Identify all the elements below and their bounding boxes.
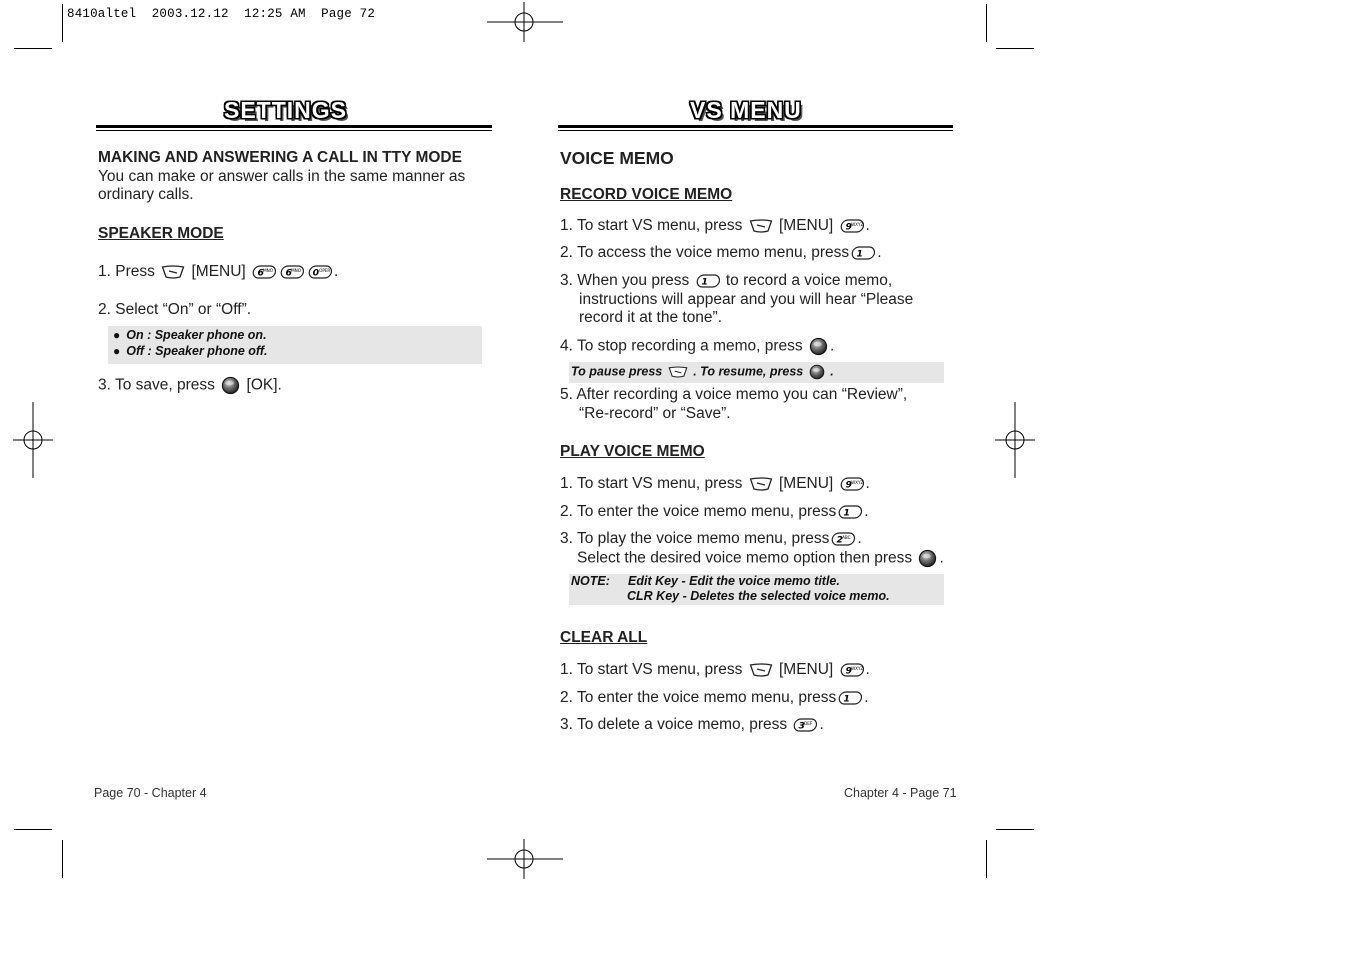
key-6-icon <box>252 264 276 280</box>
svg-text:9: 9 <box>845 665 852 677</box>
key-9-icon <box>840 662 864 678</box>
registration-mark-icon <box>995 402 1035 478</box>
note-text: . <box>830 364 834 379</box>
note-on-text: On : Speaker phone on. <box>126 328 267 342</box>
step-punct: . <box>864 689 869 706</box>
menu-label: [MENU] <box>778 475 834 492</box>
key-1-icon <box>838 504 862 520</box>
step-text: 3. To play the voice memo menu, press <box>560 530 830 547</box>
step-text: 1. To start VS menu, press <box>560 475 743 492</box>
svg-text:2: 2 <box>836 534 844 546</box>
key-9-icon <box>840 476 864 492</box>
key-1-icon <box>838 690 862 706</box>
crop-mark <box>14 829 52 830</box>
crop-mark <box>986 840 987 878</box>
key-9-icon <box>840 218 864 234</box>
step-text: [OK]. <box>246 376 282 394</box>
clear-step-3 <box>560 716 824 735</box>
step-punct: . <box>865 217 870 234</box>
svg-text:1: 1 <box>843 693 851 705</box>
svg-text:WXYZ: WXYZ <box>850 479 863 485</box>
step-punct: . <box>939 549 944 567</box>
menu-softkey-icon <box>161 264 185 280</box>
registration-mark-icon <box>487 2 563 42</box>
step-text: Select the desired voice memo option then press <box>577 549 913 567</box>
registration-mark-icon <box>13 402 53 478</box>
crop-mark <box>62 840 63 878</box>
bullet-icon: ● <box>113 328 121 342</box>
note-text: To pause press <box>571 364 663 379</box>
note-clr-text: CLR Key - Deletes the selected voice memo. <box>627 589 890 603</box>
step-3 <box>98 376 282 395</box>
clear-step-1 <box>560 661 870 680</box>
svg-text:1: 1 <box>856 248 864 260</box>
step-punct: . <box>819 716 824 733</box>
menu-label: [MENU] <box>778 661 834 678</box>
step-text: 2. To enter the voice memo menu, press <box>560 689 837 706</box>
step-punct: . <box>857 530 862 547</box>
crop-mark <box>62 4 63 42</box>
pause-note-box <box>569 362 944 383</box>
step-punct: . <box>829 337 835 355</box>
key-0-icon <box>308 264 332 280</box>
ok-button-icon <box>809 364 825 380</box>
record-step-3-line: record it at the tone”. <box>579 309 723 326</box>
menu-label: [MENU] <box>778 217 834 234</box>
clear-all-heading: CLEAR ALL <box>560 629 648 646</box>
title-rule <box>96 125 492 128</box>
record-step-4 <box>560 337 834 356</box>
key-2-icon <box>831 531 855 547</box>
key-1-icon <box>696 273 720 289</box>
right-page-footer: Chapter 4 - Page 71 <box>844 786 957 800</box>
menu-label: [MENU] <box>191 263 246 280</box>
note-item <box>113 344 267 358</box>
crop-mark <box>986 4 987 42</box>
step-punct: . <box>334 263 339 280</box>
record-step-2 <box>560 244 882 263</box>
play-step-3-line <box>577 549 944 568</box>
svg-text:9: 9 <box>845 221 852 233</box>
menu-softkey-icon <box>749 218 773 234</box>
note-label: NOTE: <box>571 574 610 588</box>
registration-mark-icon <box>487 839 563 879</box>
note-item <box>113 328 267 342</box>
key-1-icon <box>851 245 875 261</box>
pause-note-text <box>571 364 834 380</box>
record-step-5-line: “Re-record” or “Save”. <box>579 405 731 422</box>
menu-softkey-icon <box>749 662 773 678</box>
play-step-1 <box>560 475 870 494</box>
svg-text:1: 1 <box>843 507 851 519</box>
key-6-icon <box>280 264 304 280</box>
step-text: 1. Press <box>98 263 155 280</box>
play-step-2 <box>560 503 869 522</box>
crop-mark <box>996 48 1034 49</box>
svg-text:WXYZ: WXYZ <box>850 221 863 227</box>
tty-body-line: You can make or answer calls in the same manner as <box>98 168 466 185</box>
step-text: 1. To start VS menu, press <box>560 661 743 678</box>
record-step-5: 5. After recording a voice memo you can “Review”, <box>560 386 908 403</box>
step-text: 2. To access the voice memo menu, press <box>560 244 850 261</box>
title-rule <box>96 130 492 131</box>
step-text: 3. When you press <box>560 272 690 289</box>
crop-mark <box>14 48 52 49</box>
step-text: 3. To save, press <box>98 376 215 394</box>
ok-button-icon <box>221 376 240 395</box>
svg-text:MNO: MNO <box>263 267 274 273</box>
key-3-icon <box>793 717 817 733</box>
tty-heading: MAKING AND ANSWERING A CALL IN TTY MODE <box>98 149 462 166</box>
note-off-text: Off : Speaker phone off. <box>126 344 268 358</box>
step-2: 2. Select “On” or “Off”. <box>98 301 252 318</box>
crop-mark <box>996 829 1034 830</box>
svg-text:6: 6 <box>285 267 293 279</box>
svg-text:WXYZ: WXYZ <box>850 665 863 671</box>
speaker-mode-heading: SPEAKER MODE <box>98 225 224 242</box>
svg-text:OPER: OPER <box>319 267 331 273</box>
step-text: 1. To start VS menu, press <box>560 217 743 234</box>
svg-text:9: 9 <box>845 479 852 491</box>
svg-text:1: 1 <box>701 276 708 288</box>
menu-softkey-icon <box>749 476 773 492</box>
svg-text:DEF: DEF <box>804 720 813 726</box>
tty-body-line: ordinary calls. <box>98 186 194 203</box>
record-step-3-line: instructions will appear and you will hear “Please <box>579 291 914 308</box>
record-step-1 <box>560 217 870 236</box>
step-text: 3. To delete a voice memo, press <box>560 716 788 733</box>
step-text: 4. To stop recording a memo, press <box>560 337 803 355</box>
voice-memo-heading: VOICE MEMO <box>560 148 674 168</box>
title-rule <box>558 130 953 131</box>
play-voice-memo-heading: PLAY VOICE MEMO <box>560 443 705 460</box>
bullet-icon: ● <box>113 344 121 358</box>
left-page-footer: Page 70 - Chapter 4 <box>94 786 207 800</box>
record-voice-memo-heading: RECORD VOICE MEMO <box>560 186 733 203</box>
ok-button-icon <box>918 549 937 568</box>
record-step-3 <box>560 272 892 291</box>
page-title: SETTINGS <box>224 97 348 123</box>
svg-text:3: 3 <box>799 720 806 732</box>
svg-text:ABC: ABC <box>842 534 851 540</box>
step-punct: . <box>864 503 869 520</box>
title-rule <box>558 125 953 128</box>
play-step-3 <box>560 530 862 549</box>
step-1 <box>98 263 338 282</box>
speaker-note-box <box>108 326 482 364</box>
ok-button-icon <box>809 337 828 356</box>
step-text: to record a voice memo, <box>725 272 893 289</box>
menu-softkey-icon <box>668 365 688 379</box>
step-text: 2. To enter the voice memo menu, press <box>560 503 837 520</box>
svg-text:0: 0 <box>312 267 320 279</box>
print-slug: 8410altel 2003.12.12 12:25 AM Page 72 <box>67 7 376 21</box>
play-note-box <box>569 574 944 605</box>
note-text: . To resume, press <box>693 364 804 379</box>
step-punct: . <box>865 475 870 492</box>
page-title: VS MENU <box>690 97 802 123</box>
note-edit-text: Edit Key - Edit the voice memo title. <box>628 574 840 588</box>
step-punct: . <box>877 244 882 261</box>
step-punct: . <box>865 661 870 678</box>
svg-text:MNO: MNO <box>291 267 302 273</box>
clear-step-2 <box>560 689 869 708</box>
svg-text:6: 6 <box>257 267 265 279</box>
